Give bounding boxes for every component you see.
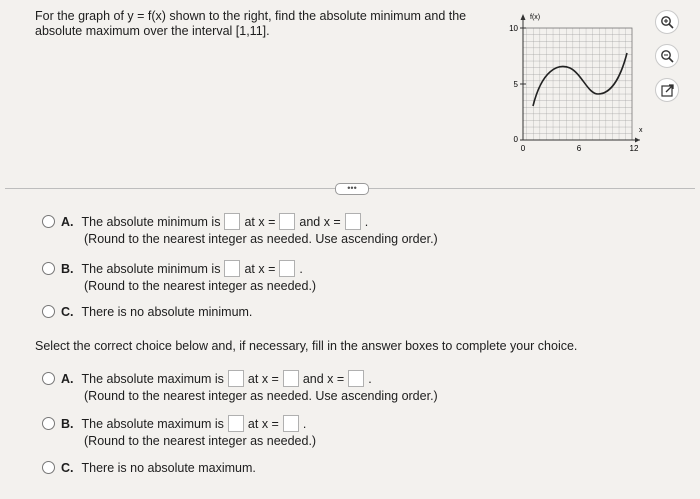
max-choice-c — [42, 460, 256, 477]
min-choice-a-letter: A. — [61, 215, 74, 229]
popout-button[interactable] — [655, 78, 679, 102]
max-b-x-input[interactable] — [283, 415, 299, 432]
popout-icon — [661, 84, 674, 97]
zoom-out-button[interactable] — [655, 44, 679, 68]
zoom-in-button[interactable] — [655, 10, 679, 34]
y-tick-label-5: 5 — [513, 80, 518, 89]
x-tick-label-0: 0 — [520, 144, 526, 153]
min-a-at-x-label: at x = — [244, 215, 276, 229]
x-tick-label-6: 6 — [576, 144, 582, 153]
x-axis-arrow — [635, 138, 640, 143]
max-a-x1-input[interactable] — [283, 370, 299, 387]
min-a-x1-input[interactable] — [279, 213, 295, 230]
min-a-and-x-label: and x = — [299, 215, 341, 229]
max-choice-b: B. The absolute maximum is at x = . (Round to the nearest integer as needed.) — [42, 416, 316, 450]
min-choice-c — [42, 304, 252, 321]
zoom-in-icon — [660, 15, 674, 29]
y-axis-arrow — [521, 14, 526, 20]
y-axis-label: f(x) — [530, 14, 541, 21]
max-choice-c-letter: C. — [61, 461, 74, 475]
max-choice-a-text: The absolute maximum is — [81, 372, 224, 386]
function-graph — [500, 8, 650, 158]
y-tick-label-0: 0 — [513, 135, 518, 144]
min-choice-c-radio[interactable] — [42, 305, 55, 318]
min-choice-b: B. The absolute minimum is at x = . (Round to the nearest integer as needed.) — [42, 261, 316, 295]
min-choice-b-text: The absolute minimum is — [81, 262, 221, 276]
max-choice-c-text: There is no absolute maximum. — [81, 461, 256, 475]
max-choice-a: A. The absolute maximum is at x = and x = . (Round to the nearest integer as needed. Use ascending order.) — [42, 371, 438, 405]
min-b-at-x-label: at x = — [244, 262, 276, 276]
max-choice-c-radio[interactable] — [42, 461, 55, 474]
min-a-value-input[interactable] — [224, 213, 240, 230]
question-line-2: absolute maximum over the interval [1,11]. — [35, 24, 270, 38]
max-a-x2-input[interactable] — [348, 370, 364, 387]
question-text — [35, 9, 485, 39]
max-a-and-x-label: and x = — [302, 372, 345, 386]
more-button[interactable]: ••• — [335, 183, 369, 195]
x-axis-label: x — [639, 127, 643, 134]
max-choice-a-note: (Round to the nearest integer as needed. Use ascending order.) — [84, 389, 438, 404]
graph-grid — [523, 28, 632, 140]
max-a-value-input[interactable] — [228, 370, 244, 387]
y-tick-label-10: 10 — [509, 24, 518, 33]
max-a-at-x-label: at x = — [247, 372, 279, 386]
max-choice-a-radio[interactable] — [42, 372, 55, 385]
min-choice-a: A. The absolute minimum is at x = and x = . (Round to the nearest integer as needed. Use ascending order.) — [42, 214, 438, 248]
min-a-x2-input[interactable] — [345, 213, 361, 230]
max-choice-b-note: (Round to the nearest integer as needed.) — [84, 434, 317, 449]
max-choice-b-letter: B. — [61, 417, 74, 431]
max-choice-b-text: The absolute maximum is — [81, 417, 224, 431]
min-choice-b-letter: B. — [61, 262, 74, 276]
min-choice-c-text: There is no absolute minimum. — [81, 305, 253, 319]
min-choice-b-note: (Round to the nearest integer as needed.) — [84, 279, 317, 294]
min-choice-c-letter: C. — [61, 305, 74, 319]
x-tick-label-12: 12 — [629, 144, 639, 153]
min-choice-a-radio[interactable] — [42, 215, 55, 228]
instruction-text: Select the correct choice below and, if necessary, fill in the answer boxes to complete your choice. — [35, 339, 578, 353]
min-choice-a-text: The absolute minimum is — [81, 215, 221, 229]
toolbar — [655, 10, 685, 112]
min-choice-a-note: (Round to the nearest integer as needed. Use ascending order.) — [84, 232, 438, 247]
min-choice-b-radio[interactable] — [42, 262, 55, 275]
min-b-value-input[interactable] — [224, 260, 240, 277]
question-line-1: For the graph of y = f(x) shown to the right, find the absolute minimum and the — [35, 9, 467, 23]
zoom-out-icon — [660, 49, 674, 63]
max-choice-a-letter: A. — [61, 372, 74, 386]
max-b-at-x-label: at x = — [247, 417, 279, 431]
max-choice-b-radio[interactable] — [42, 417, 55, 430]
max-b-value-input[interactable] — [228, 415, 244, 432]
min-b-x-input[interactable] — [279, 260, 295, 277]
